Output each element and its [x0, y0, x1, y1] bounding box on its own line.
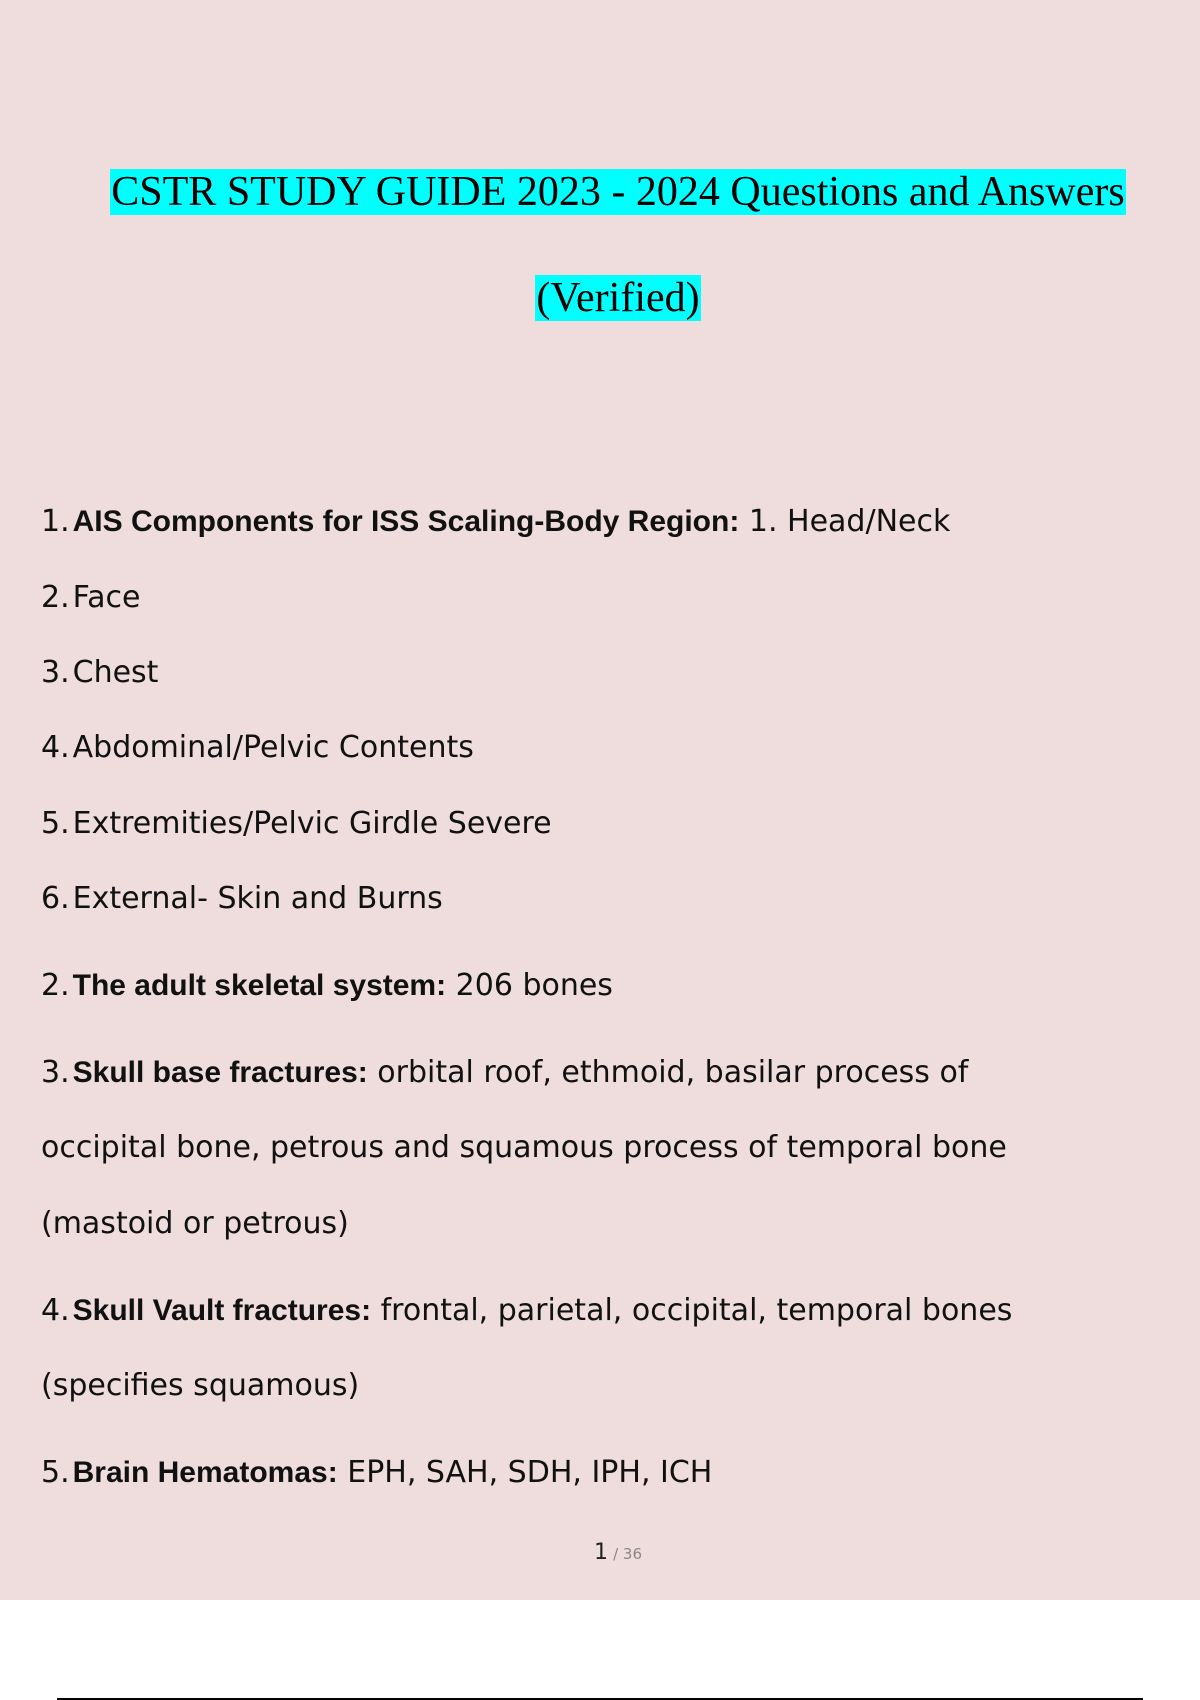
- item-number: 3.: [41, 1055, 70, 1090]
- list-item-ais-components: [41, 504, 950, 540]
- item-answer: Face: [72, 580, 141, 615]
- item-number: 5.: [41, 1455, 70, 1490]
- item-number: 2.: [41, 580, 70, 615]
- item-number: 5.: [41, 806, 70, 841]
- item-number: 6.: [41, 881, 70, 916]
- list-item-skull-base-fractures: [41, 1055, 968, 1091]
- item-answer: 206 bones: [446, 968, 613, 1003]
- item-answer: Chest: [72, 655, 159, 690]
- list-item-continuation: (specifies squamous): [41, 1368, 360, 1403]
- list-item-skeletal-system: [41, 968, 613, 1004]
- list-item-continuation: (mastoid or petrous): [41, 1206, 349, 1241]
- list-item-brain-hematomas: [41, 1455, 712, 1491]
- page-indicator: [0, 1540, 1200, 1565]
- item-number: 4.: [41, 730, 70, 765]
- item-number: 4.: [41, 1293, 70, 1328]
- item-answer: EPH, SAH, SDH, IPH, ICH: [337, 1455, 713, 1490]
- list-item-skull-vault-fractures: [41, 1293, 1012, 1329]
- list-item-extremities: [41, 806, 552, 842]
- item-number: 2.: [41, 968, 70, 1003]
- item-number: 1.: [41, 504, 70, 539]
- list-item-continuation: occipital bone, petrous and squamous process of temporal bone: [41, 1130, 1007, 1165]
- item-term: Skull Vault fractures:: [72, 1294, 372, 1327]
- item-answer: orbital roof, ethmoid, basilar process of: [367, 1055, 969, 1090]
- item-answer: 1. Head/Neck: [739, 504, 951, 539]
- item-term: The adult skeletal system:: [72, 969, 447, 1002]
- item-answer: frontal, parietal, occipital, temporal bones: [371, 1293, 1013, 1328]
- item-number: 3.: [41, 655, 70, 690]
- item-answer: Abdominal/Pelvic Contents: [72, 730, 474, 765]
- item-answer: Extremities/Pelvic Girdle Severe: [72, 806, 552, 841]
- item-term: AIS Components for ISS Scaling-Body Region:: [72, 505, 740, 538]
- document-title-line-1: [0, 166, 1200, 218]
- title-highlight-2: (Verified): [536, 275, 700, 321]
- title-highlight-1: CSTR STUDY GUIDE 2023 - 2024 Questions and Answers: [111, 169, 1125, 215]
- item-answer: External- Skin and Burns: [72, 881, 443, 916]
- list-item-external: [41, 881, 443, 917]
- item-term: Brain Hematomas:: [72, 1456, 338, 1489]
- item-term: Skull base fractures:: [72, 1056, 368, 1089]
- list-item-chest: [41, 655, 158, 691]
- list-item-abdominal: [41, 730, 474, 766]
- document-title-line-2: [0, 272, 1200, 324]
- current-page-number: 1: [593, 1540, 608, 1565]
- total-pages: / 36: [613, 1545, 642, 1563]
- list-item-face: [41, 580, 140, 616]
